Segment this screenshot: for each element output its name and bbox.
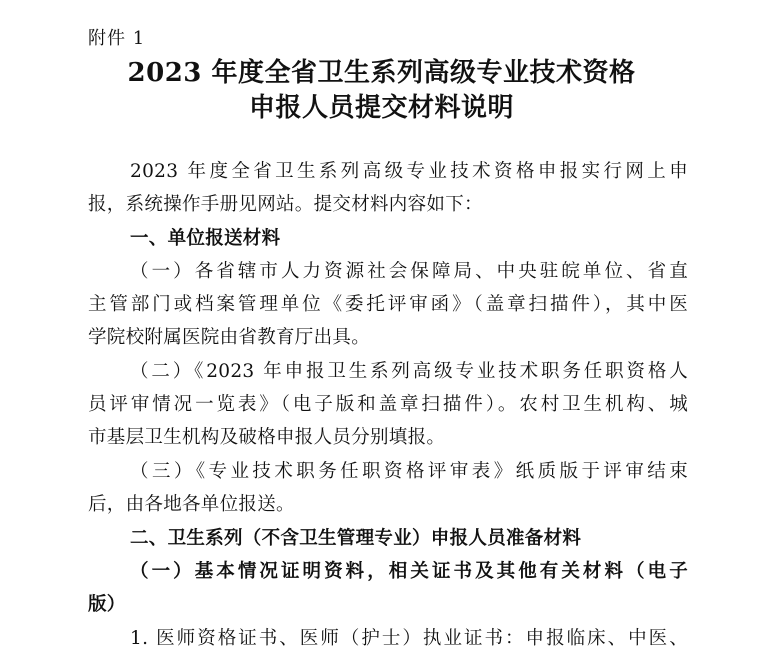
attachment-label: 附件 1 [88, 28, 146, 49]
item-2-line-1: （二）《2023 年申报卫生系列高级专业技术职务任职资格人 [130, 361, 688, 382]
section-1-heading: 一、单位报送材料 [130, 228, 281, 249]
item-1-line-3: 学院校附属医院由省教育厅出具。 [88, 327, 371, 348]
intro-paragraph-line-1: 2023 年度全省卫生系列高级专业技术资格申报实行网上申 [130, 161, 688, 182]
item-3-line-2: 后，由各地各单位报送。 [88, 494, 295, 515]
item-2-line-2: 员评审情况一览表》（电子版和盖章扫描件）。农村卫生机构、城 [88, 394, 688, 415]
item-2-line-3: 市基层卫生机构及破格申报人员分别填报。 [88, 427, 446, 448]
document-title-line-1: 2023 年度全省卫生系列高级专业技术资格 [127, 58, 636, 88]
item-1-line-2: 主管部门或档案管理单位《委托评审函》（盖章扫描件），其中医 [88, 294, 688, 315]
item-1-line-1: （一）各省辖市人力资源社会保障局、中央驻皖单位、省直 [130, 261, 688, 282]
point-1-line-1: 1. 医师资格证书、医师（护士）执业证书：申报临床、中医、 [130, 628, 688, 649]
section-2-heading: 二、卫生系列（不含卫生管理专业）申报人员准备材料 [130, 528, 582, 549]
intro-paragraph-line-2: 报，系统操作手册见网站。提交材料内容如下： [88, 194, 483, 215]
item-3-line-1: （三）《专业技术职务任职资格评审表》纸质版于评审结束 [130, 461, 688, 482]
subsection-1-heading-line-1: （一）基本情况证明资料，相关证书及其他有关材料（电子 [130, 561, 688, 582]
subsection-1-heading-line-2: 版） [88, 594, 126, 615]
document-title-line-2: 申报人员提交材料说明 [248, 93, 514, 123]
